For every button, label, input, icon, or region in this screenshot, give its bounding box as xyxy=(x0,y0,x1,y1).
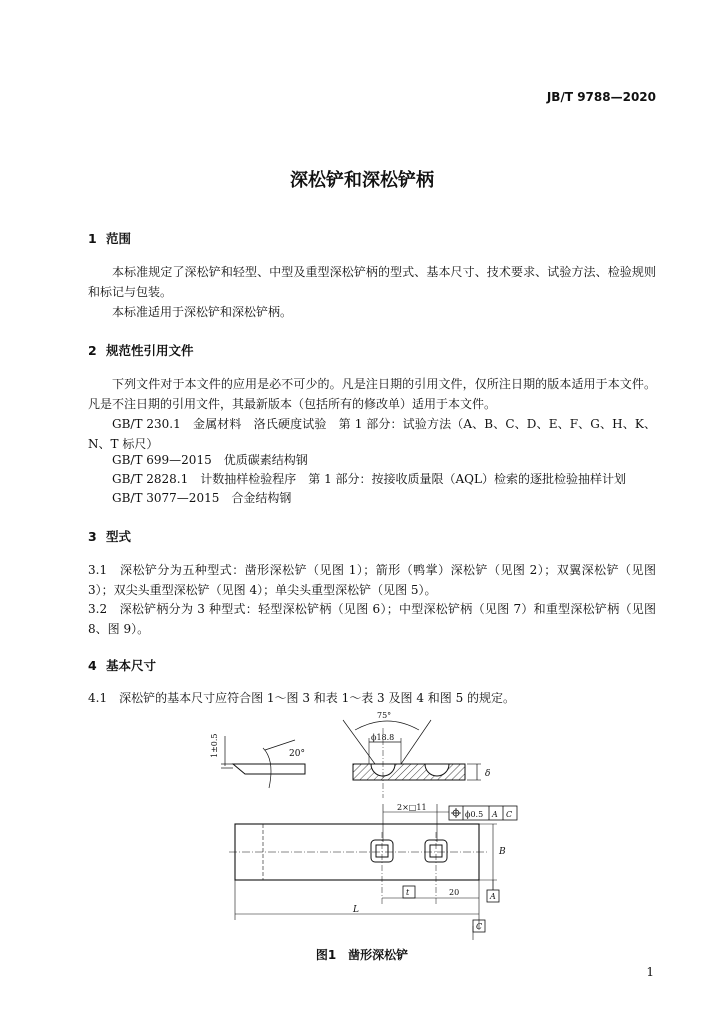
reference-gbt-2828-1: GB/T 2828.1 计数抽样检验程序 第 1 部分：按接收质量限（AQL）检索的逐批检验抽样计划 xyxy=(112,472,626,486)
reference-gbt-699: GB/T 699—2015 优质碳素结构钢 xyxy=(112,453,308,467)
section-1-heading xyxy=(88,229,131,247)
clause-3-1: 3.1 深松铲分为五种型式：凿形深松铲（见图 1）；箭形（鸭掌）深松铲（见图 2）；双翼深松铲（见图 3）；双尖头重型深松铲（见图 4）；单尖头重型深松铲（见图 5）。 xyxy=(88,563,656,597)
dimension-20: 20 xyxy=(449,888,460,897)
clause-4-1: 4.1 深松铲的基本尺寸应符合图 1～图 3 和表 1～表 3 及图 4 和图 5 的规定。 xyxy=(88,691,516,705)
section-2-heading xyxy=(88,341,194,359)
section-title: 基本尺寸 xyxy=(106,658,157,673)
section-view xyxy=(343,720,481,798)
reference-gbt-230-1: GB/T 230.1 金属材料 洛氏硬度试验 第 1 部分：试验方法（A、B、C、D、E、F、G、H、K、N、T 标尺） xyxy=(88,417,656,451)
tolerance-label: 1±0.5 xyxy=(210,733,219,758)
section-number: 2 xyxy=(88,343,97,358)
dimension-b: B xyxy=(499,847,506,857)
position-tolerance-value: ϕ0.5 xyxy=(465,810,484,819)
section-number: 4 xyxy=(88,658,97,673)
section-1-paragraph-2: 本标准适用于深松铲和深松铲柄。 xyxy=(112,305,293,319)
section-number: 1 xyxy=(88,231,97,246)
side-profile xyxy=(221,736,305,788)
plan-view xyxy=(229,824,499,940)
datum-c-box: C xyxy=(476,922,483,931)
section-title: 范围 xyxy=(106,231,132,246)
section-title: 规范性引用文件 xyxy=(106,343,194,358)
figure-caption: 图1 凿形深松铲 xyxy=(315,948,409,962)
delta-label: δ xyxy=(485,769,491,779)
datum-a-box: A xyxy=(490,892,496,901)
section-1-paragraph-1: 本标准规定了深松铲和轻型、中型及重型深松铲柄的型式、基本尺寸、技术要求、试验方法、检验规则和标记与包装。 xyxy=(88,265,656,299)
holes-label: 2×□11 xyxy=(397,803,427,812)
figure-1-drawing xyxy=(205,708,525,940)
section-title: 型式 xyxy=(106,529,132,544)
angle-20-label: 20° xyxy=(289,749,305,759)
angle-75-label: 75° xyxy=(377,711,392,720)
section-4-heading xyxy=(88,656,156,674)
diameter-label: ϕ18.8 xyxy=(371,733,395,742)
section-number: 3 xyxy=(88,529,97,544)
datum-c-ref: C xyxy=(506,810,513,819)
dimension-l: L xyxy=(353,905,359,915)
clause-3-2: 3.2 深松铲柄分为 3 种型式：轻型深松铲柄（见图 6）；中型深松铲柄（见图 7）和重型深松铲柄（见图 8、图 9）。 xyxy=(88,602,656,636)
page-number: 1 xyxy=(646,965,654,979)
document-number: JB/T 9788—2020 xyxy=(546,90,656,104)
section-3-heading xyxy=(88,527,131,545)
section-2-paragraph-1: 下列文件对于本文件的应用是必不可少的。凡是注日期的引用文件，仅所注日期的版本适用于本文件。凡是不注日期的引用文件，其最新版本（包括所有的修改单）适用于本文件。 xyxy=(88,377,656,411)
datum-a-ref: A xyxy=(492,810,498,819)
document-title: 深松铲和深松铲柄 xyxy=(290,170,434,191)
reference-gbt-3077: GB/T 3077—2015 合金结构钢 xyxy=(112,491,292,505)
dimension-t: t xyxy=(406,888,410,897)
